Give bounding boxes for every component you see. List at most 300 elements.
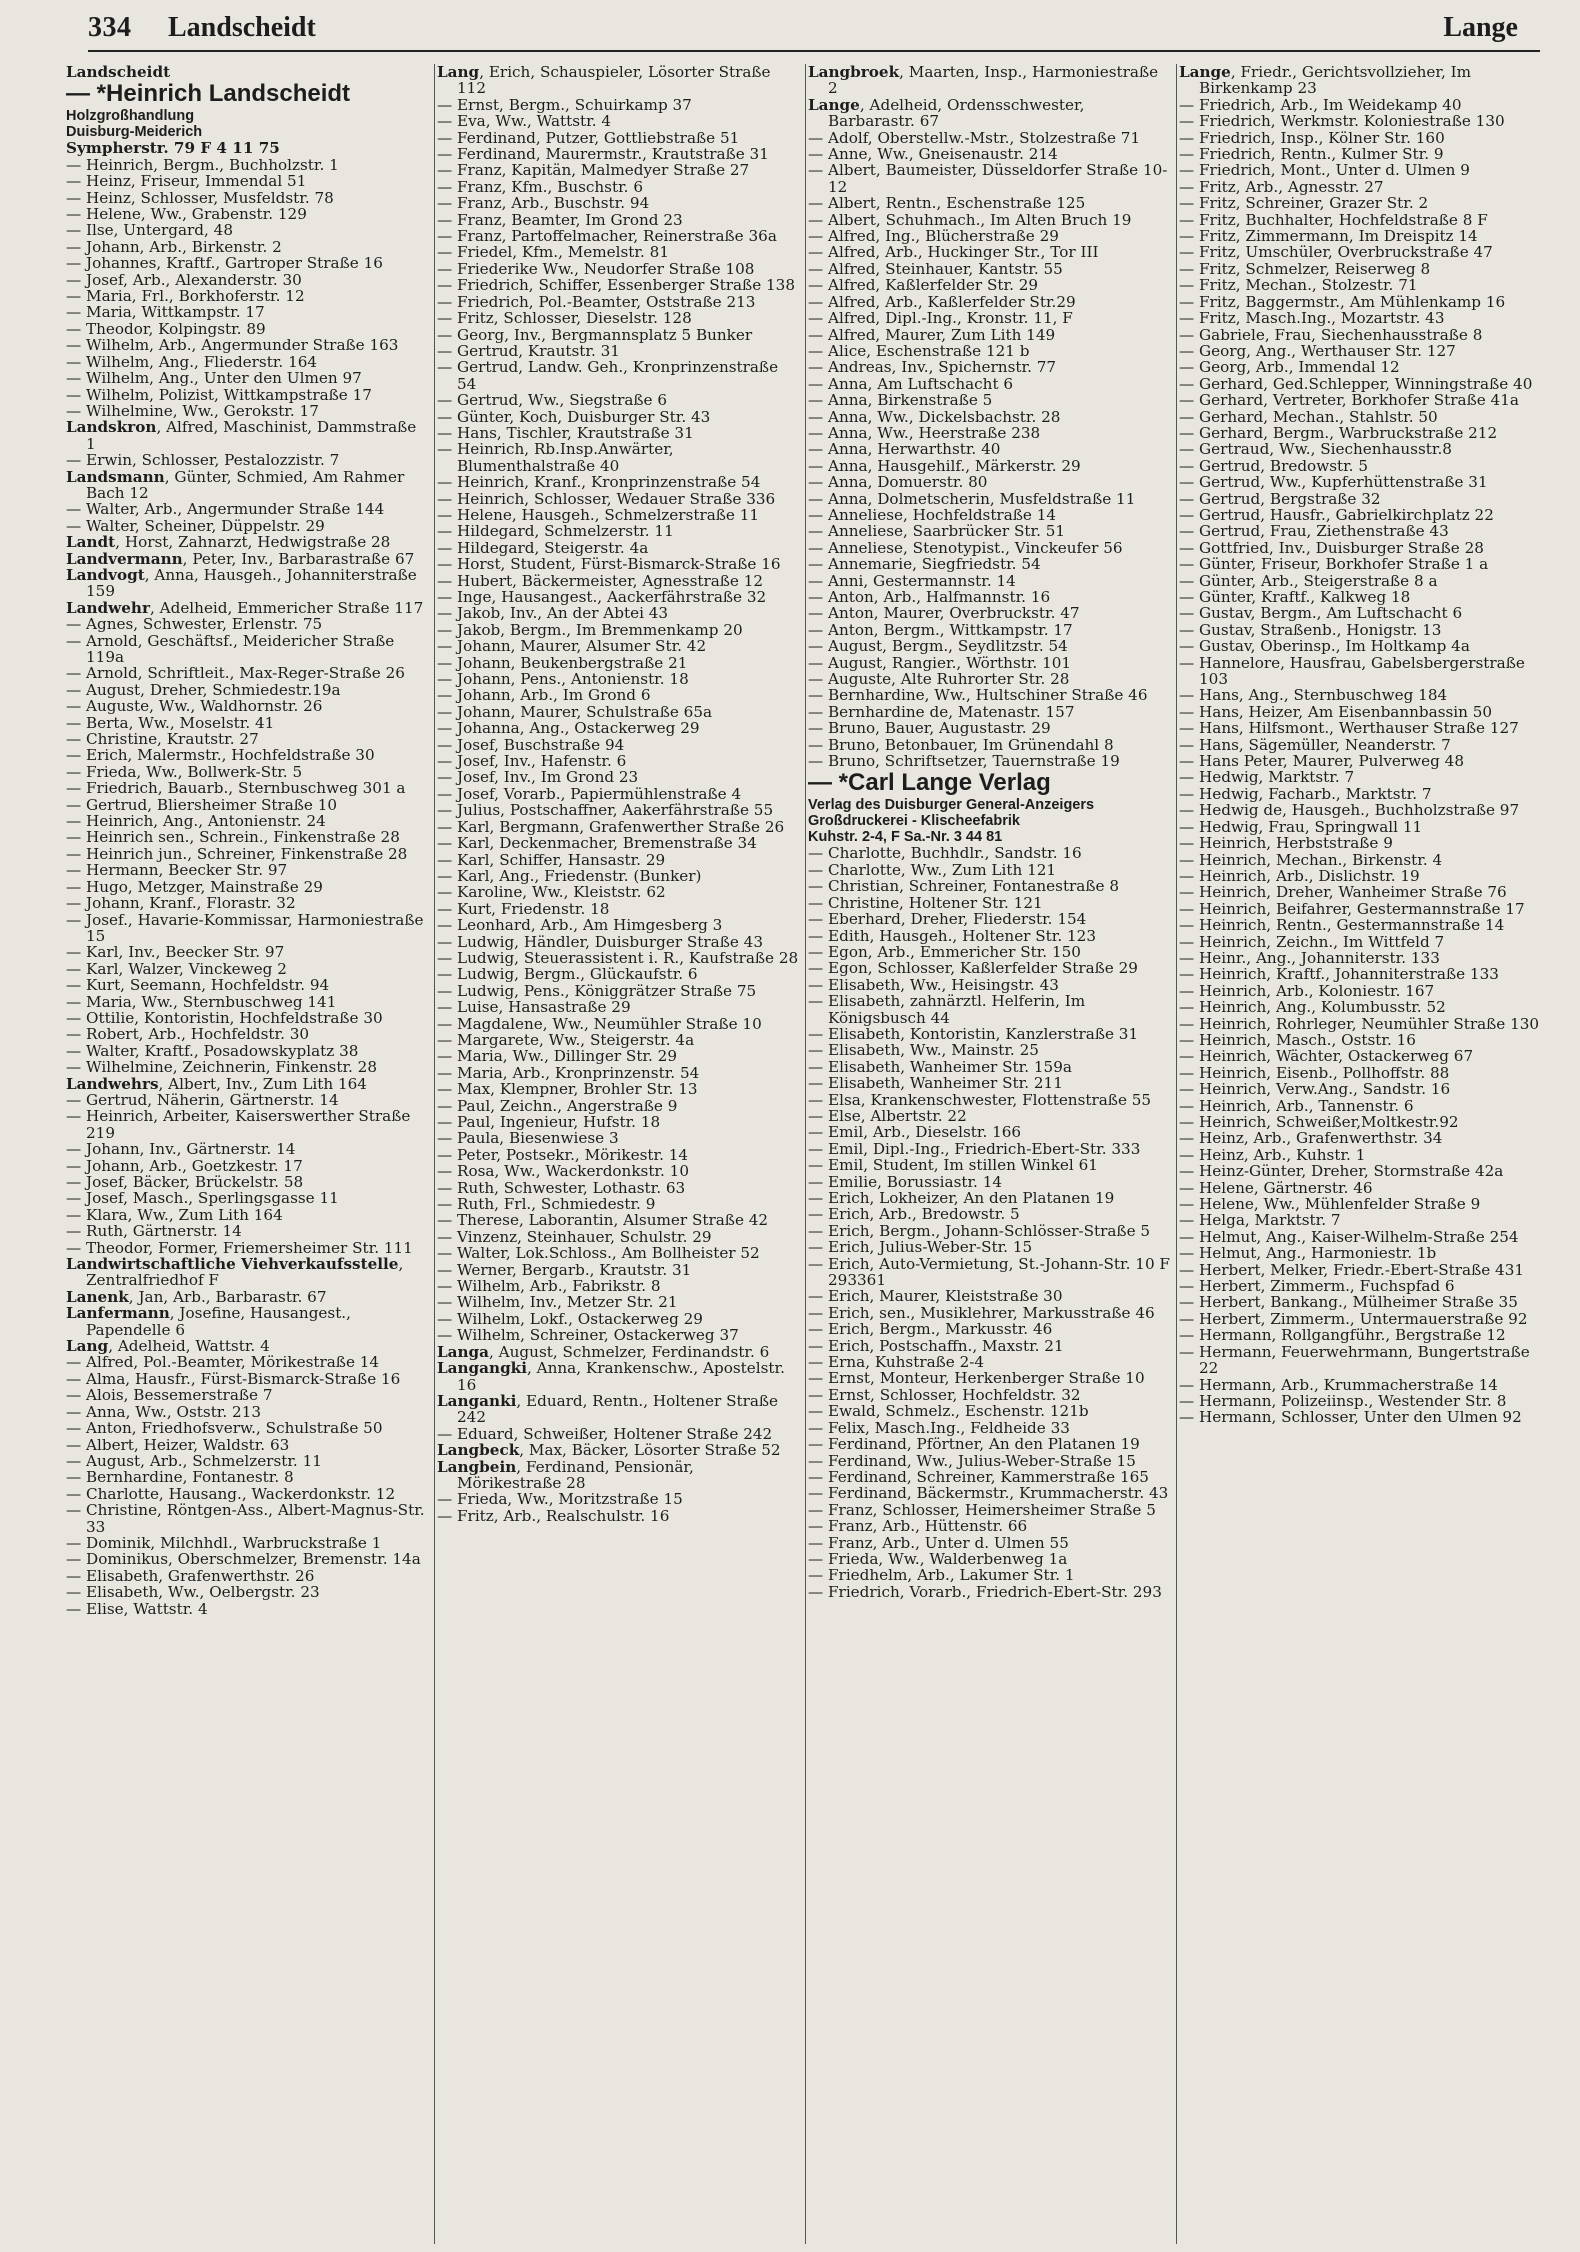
directory-entry: — Edith, Hausgeh., Holtener Str. 123 [808,927,1097,944]
directory-entry: — Julius, Postschaffner, Aakerfährstraße 55 [437,802,774,819]
directory-entry: — Gertraud, Ww., Siechenhausstr.8 [1179,441,1452,458]
directory-entry: — Ferdinand, Maurermstr., Krautstraße 31 [437,146,769,163]
directory-entry: — Bruno, Bauer, Augustastr. 29 [808,720,1051,737]
directory-entry: — Friedrich, Arb., Im Weidekamp 40 [1179,96,1462,114]
directory-entry: — Frieda, Ww., Moritzstraße 15 [437,1491,683,1508]
directory-entry: — Franz, Kfm., Buschstr. 6 [437,178,643,196]
directory-entry: — Hedwig, Frau, Springwall 11 [1179,818,1423,836]
directory-entry: — Anton, Maurer, Overbruckstr. 47 [808,605,1080,622]
directory-entry: — Alfred, Pol.-Beamter, Mörikestraße 14 [66,1354,380,1371]
directory-entry: — Heinz-Günter, Dreher, Stormstraße 42a [1179,1163,1504,1180]
directory-entry: — Heinrich, Rohrleger, Neumühler Straße 130 [1179,1015,1540,1032]
directory-entry: — Friedrich, Bauarb., Sternbuschweg 301 a [66,780,406,797]
directory-entry: — Josef, Masch., Sperlingsgasse 11 [66,1190,339,1207]
directory-entry: Landsmann, Günter, Schmied, Am Rahmer Bach 12 [66,468,405,502]
directory-entry: Lanfermann, Josefine, Hausangest., Papendelle 6 [66,1305,351,1339]
directory-entry: — Margarete, Ww., Steigerstr. 4a [437,1031,695,1049]
directory-entry: — *Heinrich Landscheidt [66,80,351,108]
directory-entry: — Fritz, Buchhalter, Hochfeldstraße 8 F [1179,211,1488,229]
directory-entry: — Elisabeth, Wanheimer Str. 211 [808,1075,1063,1092]
directory-entry: — Hermann, Feuerwehrmann, Bungertstraße 22 [1179,1343,1530,1377]
directory-entry: — Josef., Havarie-Kommissar, Harmoniestraße 15 [66,911,424,945]
directory-entry: — Franz, Schlosser, Heimersheimer Straße 5 [808,1501,1156,1519]
directory-entry: — Agnes, Schwester, Erlenstr. 75 [66,616,323,633]
directory-entry: — Helmut, Ang., Kaiser-Wilhelm-Straße 254 [1179,1228,1519,1246]
directory-entry: — Bernhardine, Ww., Hultschiner Straße 46 [808,687,1148,704]
directory-entry: Landt, Horst, Zahnarzt, Hedwigstraße 28 [66,534,391,551]
directory-entry: — Heinrich, Arb., Tannenstr. 6 [1179,1097,1414,1114]
directory-entry: — Friedhelm, Arb., Lakumer Str. 1 [808,1567,1075,1584]
directory-entry: — Ludwig, Pens., Königgrätzer Straße 75 [437,982,757,1000]
directory-entry: Kuhstr. 2-4, F Sa.-Nr. 3 44 81 [808,829,1003,846]
directory-entry: — Albert, Heizer, Waldstr. 63 [66,1436,290,1453]
directory-entry: — Herbert, Melker, Friedr.-Ebert-Straße 431 [1179,1261,1525,1279]
directory-entry: Langanki, Eduard, Rentn., Holtener Straße 242 [437,1392,779,1426]
directory-entry: — Ernst, Schlosser, Hochfeldstr. 32 [808,1386,1081,1404]
directory-entry: — Maria, Arb., Kronprinzenstr. 54 [437,1064,700,1082]
directory-entry: — Hermann, Arb., Krummacherstraße 14 [1179,1376,1498,1393]
directory-entry: — Fritz, Mechan., Stolzestr. 71 [1179,277,1418,294]
directory-entry: — Georg, Ang., Werthauser Str. 127 [1179,342,1456,360]
directory-entry: — Franz, Partoffelmacher, Reinerstraße 36a [437,228,777,245]
directory-entry: — Alfred, Arb., Kaßlerfelder Str.29 [808,293,1076,311]
running-head-left: Landscheidt [168,12,316,43]
directory-entry: — Franz, Kapitän, Malmedyer Straße 27 [437,162,750,179]
directory-entry: — Charlotte, Ww., Zum Lith 121 [808,861,1057,879]
directory-entry: — Heinrich, Kraftf., Johanniterstraße 133 [1179,966,1499,983]
directory-entry: — Peter, Postsekr., Mörikestr. 14 [437,1146,689,1164]
directory-entry: — Eduard, Schweißer, Holtener Straße 242 [437,1425,773,1443]
directory-entry: — Egon, Arb., Emmericher Str. 150 [808,943,1081,961]
directory-entry: — Karl, Schiffer, Hansastr. 29 [437,851,666,868]
directory-entry: — Eva, Ww., Wattstr. 4 [437,113,612,130]
directory-entry: — Karoline, Ww., Kleiststr. 62 [437,884,666,901]
directory-entry: — Charlotte, Buchhdlr., Sandstr. 16 [808,845,1082,862]
directory-entry: — Erich, Bergm., Markusstr. 46 [808,1321,1053,1338]
directory-entry: — Anneliese, Hochfeldstraße 14 [808,506,1057,524]
directory-entry: — Elisabeth, Ww., Oelbergstr. 23 [66,1584,320,1601]
directory-entry: — Heinrich, Arb., Dislichstr. 19 [1179,867,1420,885]
directory-entry: — Walter, Arb., Angermunder Straße 144 [66,501,385,518]
directory-entry: — Anna, Dolmetscherin, Musfeldstraße 11 [808,490,1136,507]
directory-entry: — Christine, Krautstr. 27 [66,731,259,748]
directory-entry: — Helga, Marktstr. 7 [1179,1212,1341,1229]
directory-entry: — Heinz, Arb., Grafenwerthstr. 34 [1179,1130,1443,1147]
directory-entry: — Alfred, Dipl.-Ing., Kronstr. 11, F [808,310,1073,327]
directory-entry: — Ludwig, Bergm., Glückaufstr. 6 [437,966,698,983]
directory-entry: — Hermann, Rollgangführ., Bergstraße 12 [1179,1327,1506,1344]
directory-entry: — Johann, Maurer, Schulstraße 65a [437,703,713,721]
directory-entry: — Johanna, Ang., Ostackerweg 29 [437,720,700,737]
directory-entry: — Maria, Ww., Dillinger Str. 29 [437,1048,678,1065]
directory-entry: — Gerhard, Vertreter, Borkhofer Straße 41a [1179,392,1519,409]
directory-entry: — Theodor, Former, Friemersheimer Str. 111 [66,1239,413,1257]
directory-entry: — Anna, Ww., Heerstraße 238 [808,424,1041,442]
directory-entry: Langbroek, Maarten, Insp., Harmoniestraße 2 [808,64,1159,97]
directory-entry: Langbeck, Max, Bäcker, Lösorter Straße 52 [437,1442,781,1459]
directory-entry: — Josef, Buschstraße 94 [437,736,625,754]
directory-entry: — Heinrich, Mechan., Birkenstr. 4 [1179,851,1443,868]
directory-entry: — Friederike Ww., Neudorfer Straße 108 [437,260,755,278]
directory-entry: — Wilhelm, Schreiner, Ostackerweg 37 [437,1327,739,1344]
directory-entry: — Franz, Arb., Unter d. Ulmen 55 [808,1534,1069,1551]
directory-entry: — Friedrich, Werkmstr. Koloniestraße 130 [1179,113,1505,130]
directory-entry: — Josef, Inv., Hafenstr. 6 [437,753,627,770]
directory-entry: — Maria, Ww., Sternbuschweg 141 [66,993,337,1010]
directory-entry: — Emil, Arb., Dieselstr. 166 [808,1124,1022,1141]
directory-entry: — Paul, Ingenieur, Hufstr. 18 [437,1114,661,1131]
directory-entry: — Heinrich, Wächter, Ostackerweg 67 [1179,1048,1474,1065]
directory-entry: — Anneliese, Stenotypist., Vinckeufer 56 [808,539,1123,557]
directory-entry: — Heinz, Friseur, Immendal 51 [66,173,307,190]
directory-entry: — Ludwig, Händler, Duisburger Straße 43 [437,933,764,950]
directory-entry: — Ludwig, Steuerassistent i. R., Kaufstraße 28 [437,949,799,967]
directory-entry: — Erich, Julius-Weber-Str. 15 [808,1239,1033,1256]
page-header [88,10,1540,52]
columns [64,64,1548,2244]
directory-entry: — Elise, Wattstr. 4 [66,1600,208,1617]
directory-entry: — Christine, Holtener Str. 121 [808,894,1043,912]
directory-entry: — Walter, Scheiner, Düppelstr. 29 [66,517,325,535]
directory-entry: — Heinrich, Ang., Antonienstr. 24 [66,813,326,830]
directory-entry: — Gertrud, Krautstr. 31 [437,342,620,360]
directory-entry: — Elisabeth, Kontoristin, Kanzlerstraße 31 [808,1025,1139,1043]
directory-entry: — Christian, Schreiner, Fontanestraße 8 [808,878,1119,895]
directory-entry: — August, Arb., Schmelzerstr. 11 [66,1452,322,1470]
directory-entry: — Hermann, Polizeiinsp., Westender Str. 8 [1179,1392,1507,1410]
directory-entry: — Albert, Schuhmach., Im Alten Bruch 19 [808,211,1132,229]
directory-entry: Lang, Adelheid, Wattstr. 4 [66,1338,270,1355]
directory-entry: — Gustav, Straßenb., Honigstr. 13 [1179,621,1442,639]
directory-entry: Lanenk, Jan, Arb., Barbarastr. 67 [66,1288,327,1306]
directory-entry: — Gerhard, Ged.Schlepper, Winningstraße 40 [1179,375,1533,393]
directory-entry: — Bernhardine, Fontanestr. 8 [66,1469,294,1486]
directory-entry: — Ferdinand, Pförtner, An den Platanen 19 [808,1436,1140,1453]
directory-entry: — Elsa, Krankenschwester, Flottenstraße 55 [808,1091,1152,1108]
directory-entry: — Josef, Inv., Im Grond 23 [437,769,639,786]
directory-entry: — Elisabeth, Grafenwerthstr. 26 [66,1567,315,1585]
directory-entry: — Paul, Zeichn., Angerstraße 9 [437,1097,678,1114]
directory-entry: — Hermann, Schlosser, Unter den Ulmen 92 [1179,1409,1522,1426]
directory-entry: — Heinrich, Bergm., Buchholzstr. 1 [66,156,339,174]
directory-entry: — Georg, Inv., Bergmannsplatz 5 Bunker [437,326,753,343]
directory-entry: — Heinrich, Rentn., Gestermannstraße 14 [1179,917,1505,934]
directory-entry: — Albert, Baumeister, Düsseldorfer Straße 10-12 [808,162,1168,196]
directory-entry: — Ferdinand, Schreiner, Kammerstraße 165 [808,1468,1149,1486]
directory-entry: — Rosa, Ww., Wackerdonkstr. 10 [437,1163,690,1180]
directory-entry: — Heinrich, Verw.Ang., Sandstr. 16 [1179,1081,1451,1098]
directory-entry: — Maria, Wittkampstr. 17 [66,304,265,321]
directory-entry: — Anna, Ww., Dickelsbachstr. 28 [808,408,1061,425]
directory-entry: — Gertrud, Näherin, Gärtnerstr. 14 [66,1091,339,1109]
directory-entry: — Robert, Arb., Hochfeldstr. 30 [66,1026,310,1043]
directory-entry: — Heinrich, Herbststraße 9 [1179,835,1393,852]
directory-entry: — Erich, Malermstr., Hochfeldstraße 30 [66,747,375,764]
directory-entry: — Friedrich, Schiffer, Essenberger Straße 138 [437,277,795,294]
directory-entry: — Hedwig, Facharb., Marktstr. 7 [1179,785,1432,803]
directory-entry: — Hans, Hilfsmont., Werthauser Straße 127 [1179,720,1519,737]
directory-entry: — Johann, Beukenbergstraße 21 [437,654,688,672]
directory-entry: — Hermann, Beecker Str. 97 [66,862,288,879]
directory-entry: — Bernhardine de, Matenastr. 157 [808,703,1075,721]
directory-entry: — Ruth, Schwester, Lothastr. 63 [437,1179,686,1197]
directory-entry: — Wilhelm, Lokf., Ostackerweg 29 [437,1310,703,1328]
directory-entry: — Heinrich sen., Schrein., Finkenstraße 28 [66,829,400,846]
directory-entry: — Heinrich, Schweißer,Moltkestr.92 [1179,1114,1459,1131]
directory-entry: — Dominikus, Oberschmelzer, Bremenstr. 14a [66,1551,421,1568]
directory-entry: — Helene, Hausgeh., Schmelzerstraße 11 [437,506,760,524]
directory-entry: Sympherstr. 79 F 4 11 75 [66,140,280,157]
directory-entry: — Gabriele, Frau, Siechenhausstraße 8 [1179,326,1483,343]
directory-entry: — Heinrich, Ang., Kolumbusstr. 52 [1179,999,1446,1016]
directory-entry: — Erich, Maurer, Kleiststraße 30 [808,1288,1063,1305]
directory-entry: — Klara, Ww., Zum Lith 164 [66,1206,283,1224]
directory-entry: Großdruckerei - Klischeefabrik [808,813,1020,830]
directory-entry: — Bruno, Betonbauer, Im Grünendahl 8 [808,736,1114,754]
directory-entry: — Josef, Arb., Alexanderstr. 30 [66,271,302,289]
directory-entry: — Fritz, Schmelzer, Reiserweg 8 [1179,260,1431,278]
directory-entry: — Hans, Tischler, Krautstraße 31 [437,424,694,442]
directory-entry: — Alfred, Arb., Huckinger Str., Tor III [808,244,1099,261]
directory-entry: — Günter, Kraftf., Kalkweg 18 [1179,589,1411,606]
directory-entry: — Gerhard, Bergm., Warbruckstraße 212 [1179,424,1498,442]
directory-entry: — Hedwig de, Hausgeh., Buchholzstraße 97 [1179,802,1520,819]
directory-entry: — Bruno, Schriftsetzer, Tauernstraße 19 [808,753,1120,770]
directory-entry: — Adolf, Oberstellw.-Mstr., Stolzestraße 71 [808,129,1141,147]
directory-entry: — Frieda, Ww., Walderbenweg 1a [808,1550,1068,1568]
directory-entry: — Herbert, Zimmerm., Untermauerstraße 92 [1179,1310,1528,1328]
directory-entry: — Emil, Student, Im stillen Winkel 61 [808,1157,1098,1174]
directory-entry: — Helene, Gärtnerstr. 46 [1179,1179,1373,1197]
directory-entry: — Erich, Arb., Bredowstr. 5 [808,1206,1020,1223]
directory-entry: — Hans, Sägemüller, Neanderstr. 7 [1179,736,1451,754]
directory-entry: — Erich, Auto-Vermietung, St.-Johann-Str. 10 F 293361 [808,1255,1170,1289]
directory-entry: — Alfred, Kaßlerfelder Str. 29 [808,277,1039,294]
directory-entry: — Franz, Arb., Hüttenstr. 66 [808,1518,1028,1535]
directory-entry: — Gertrud, Landw. Geh., Kronprinzenstraße 54 [437,359,779,393]
directory-entry: — *Carl Lange Verlag [808,769,1051,797]
directory-entry: — Gertrud, Ww., Kupferhüttenstraße 31 [1179,474,1488,491]
directory-entry: — Ferdinand, Bäckermstr., Krummacherstr. 43 [808,1485,1169,1502]
directory-entry: — Egon, Schlosser, Kaßlerfelder Straße 29 [808,960,1138,977]
directory-entry: Verlag des Duisburger General-Anzeigers [808,797,1095,814]
directory-entry: — Friedrich, Rentn., Kulmer Str. 9 [1179,146,1444,163]
directory-entry: — Elisabeth, Ww., Heisingstr. 43 [808,976,1059,994]
directory-entry: — Christine, Röntgen-Ass., Albert-Magnus-Str. 33 [66,1502,425,1535]
directory-entry: — Kurt, Seemann, Hochfeldstr. 94 [66,977,330,994]
directory-entry: — Anton, Bergm., Wittkampstr. 17 [808,621,1073,639]
directory-entry: — Fritz, Zimmermann, Im Dreispitz 14 [1179,228,1478,245]
directory-entry: — Fritz, Umschüler, Overbruckstraße 47 [1179,244,1493,261]
directory-entry: — August, Bergm., Seydlitzstr. 54 [808,638,1068,655]
directory-entry: — Paula, Biesenwiese 3 [437,1130,619,1147]
directory-entry: — Ernst, Bergm., Schuirkamp 37 [437,96,692,114]
directory-entry: — Jakob, Inv., An der Abtei 43 [437,605,669,622]
directory-entry: — Eberhard, Dreher, Fliederstr. 154 [808,911,1087,928]
directory-entry: — Georg, Arb., Immendal 12 [1179,359,1400,376]
directory-entry: — Johann, Arb., Birkenstr. 2 [66,238,282,256]
directory-entry: Langa, August, Schmelzer, Ferdinandstr. 6 [437,1343,770,1361]
directory-entry: Duisburg-Meiderich [66,124,203,141]
directory-entry: Landvogt, Anna, Hausgeh., Johanniterstraße 159 [66,566,417,600]
directory-entry: — Heinrich, Beifahrer, Gestermannstraße 17 [1179,900,1525,918]
directory-entry: — Hubert, Bäckermeister, Agnesstraße 12 [437,572,764,589]
directory-entry: — Johann, Arb., Im Grond 6 [437,687,651,704]
directory-entry: — Frieda, Ww., Bollwerk-Str. 5 [66,763,303,781]
directory-entry: — Horst, Student, Fürst-Bismarck-Straße 16 [437,556,781,573]
directory-entry: — Berta, Ww., Moselstr. 41 [66,714,275,732]
directory-entry: — Alfred, Steinhauer, Kantstr. 55 [808,260,1063,278]
directory-entry: — Hildegard, Steigerstr. 4a [437,539,649,557]
directory-entry: — Fritz, Arb., Agnesstr. 27 [1179,178,1384,196]
directory-entry: — Gerhard, Mechan., Stahlstr. 50 [1179,408,1438,425]
directory-entry: — Anneliese, Saarbrücker Str. 51 [808,523,1066,540]
directory-entry: — Ruth, Gärtnerstr. 14 [66,1223,242,1240]
directory-entry: — Wilhelmine, Ww., Gerokstr. 17 [66,402,319,420]
directory-entry: — Fritz, Baggermstr., Am Mühlenkamp 16 [1179,293,1506,311]
directory-entry: — Heinrich, Schlosser, Wedauer Straße 336 [437,490,776,507]
directory-entry: — Felix, Masch.Ing., Feldheide 33 [808,1419,1070,1437]
directory-entry: — Anna, Hausgehilf., Märkerstr. 29 [808,457,1081,475]
directory-entry: — Heinrich, Rb.Insp.Anwärter, Blumenthalstraße 40 [437,441,674,475]
directory-entry: — Max, Klempner, Brohler Str. 13 [437,1081,698,1098]
column-1 [64,64,435,2244]
directory-entry: — Anni, Gestermannstr. 14 [808,572,1016,589]
directory-entry: — Heinrich, Eisenb., Pollhoffstr. 88 [1179,1064,1450,1082]
directory-entry: — Josef, Bäcker, Brückelstr. 58 [66,1174,304,1191]
directory-entry: — Emilie, Borussiastr. 14 [808,1173,1003,1190]
directory-entry: Landwehr, Adelheid, Emmericher Straße 117 [66,599,424,617]
directory-entry: — Anton, Friedhofsverw., Schulstraße 50 [66,1420,383,1437]
directory-entry: Landskron, Alfred, Maschinist, Dammstraße 1 [66,419,417,453]
directory-entry: — Wilhelm, Arb., Angermunder Straße 163 [66,337,399,354]
column-2 [435,64,806,2244]
directory-entry: — Hans, Ang., Sternbuschweg 184 [1179,687,1448,704]
directory-entry: Lang, Erich, Schauspieler, Lösorter Straße 112 [437,64,771,97]
directory-entry: — Günter, Friseur, Borkhofer Straße 1 a [1179,556,1489,573]
directory-entry: — Friedel, Kfm., Memelstr. 81 [437,244,669,261]
directory-entry: — Johann, Inv., Gärtnerstr. 14 [66,1141,296,1158]
directory-entry: — Friedrich, Mont., Unter d. Ulmen 9 [1179,162,1470,179]
directory-entry: — Franz, Arb., Buschstr. 94 [437,195,650,212]
directory-entry: — Werner, Bergarb., Krautstr. 31 [437,1261,692,1279]
directory-entry: — Fritz, Arb., Realschulstr. 16 [437,1507,670,1525]
directory-entry: — Ruth, Frl., Schmiedestr. 9 [437,1196,656,1213]
directory-entry: Lange, Adelheid, Ordensschwester, Barbarastr. 67 [808,96,1085,130]
directory-entry: — Albert, Rentn., Eschenstraße 125 [808,195,1086,212]
directory-entry: — Heinrich, Kranf., Kronprinzenstraße 54 [437,474,761,491]
directory-entry: — Gustav, Bergm., Am Luftschacht 6 [1179,605,1463,622]
directory-entry: — Heinz, Arb., Kuhstr. 1 [1179,1146,1366,1164]
directory-entry: — Erich, Bergm., Johann-Schlösser-Straße 5 [808,1222,1151,1240]
directory-entry: — Hans, Heizer, Am Eisenbannbassin 50 [1179,703,1493,721]
directory-entry: — Gertrud, Ww., Siegstraße 6 [437,392,668,409]
directory-entry: — Heinrich jun., Schreiner, Finkenstraße 28 [66,845,408,863]
directory-entry: — Magdalene, Ww., Neumühler Straße 10 [437,1015,762,1032]
directory-entry: — Helene, Ww., Mühlenfelder Straße 9 [1179,1196,1481,1213]
directory-entry: — Josef, Vorarb., Papiermühlenstraße 4 [437,785,742,803]
directory-entry: — Wilhelm, Polizist, Wittkampstraße 17 [66,386,372,403]
directory-entry: — Günter, Koch, Duisburger Str. 43 [437,408,711,425]
directory-entry: — August, Dreher, Schmiedestr.19a [66,681,341,699]
directory-entry: — Gertrud, Bliersheimer Straße 10 [66,796,338,814]
directory-entry: — Wilhelm, Ang., Unter den Ulmen 97 [66,370,362,387]
column-4 [1177,64,1548,2244]
directory-entry: Landwirtschaftliche Viehverkaufsstelle, Zentralfriedhof F [66,1256,404,1289]
directory-entry: — Arnold, Schriftleit., Max-Reger-Straße 26 [66,665,405,682]
directory-entry: — Wilhelm, Inv., Metzer Str. 21 [437,1294,678,1311]
directory-entry: — Hugo, Metzger, Mainstraße 29 [66,878,323,896]
directory-entry: — Vinzenz, Steinhauer, Schulstr. 29 [437,1228,712,1246]
directory-entry: — Elisabeth, Wanheimer Str. 159a [808,1058,1072,1076]
directory-entry: — Anna, Am Luftschacht 6 [808,375,1014,393]
directory-entry: — Fritz, Masch.Ing., Mozartstr. 43 [1179,310,1445,327]
directory-entry: — Elisabeth, zahnärztl. Helferin, Im Königsbusch 44 [808,993,1086,1026]
directory-entry: — Heinrich, Zeichn., Im Wittfeld 7 [1179,933,1445,950]
directory-entry: — Herbert, Zimmerm., Fuchspfad 6 [1179,1278,1455,1295]
directory-entry: — Erich, Postschaffn., Maxstr. 21 [808,1337,1064,1355]
directory-entry: — Anna, Herwarthstr. 40 [808,441,1001,458]
directory-entry: — Heinrich, Arbeiter, Kaiserswerther Straße 219 [66,1108,411,1142]
directory-entry: — Auguste, Ww., Waldhornstr. 26 [66,698,323,715]
directory-entry: Lange, Friedr., Gerichtsvollzieher, Im Birkenkamp 23 [1179,64,1472,97]
directory-entry: — Karl, Deckenmacher, Bremenstraße 34 [437,835,757,852]
directory-entry: — Gottfried, Inv., Duisburger Straße 28 [1179,539,1484,557]
directory-entry: — Karl, Walzer, Vinckeweg 2 [66,960,287,978]
directory-entry: — Johann, Kranf., Florastr. 32 [66,895,296,912]
directory-entry: — Therese, Laborantin, Alsumer Straße 42 [437,1212,769,1229]
directory-entry: — Hans Peter, Maurer, Pulverweg 48 [1179,753,1465,770]
directory-entry: — Anton, Arb., Halfmannstr. 16 [808,589,1051,606]
directory-entry: — Ilse, Untergard, 48 [66,222,233,239]
directory-entry: — Friedrich, Insp., Kölner Str. 160 [1179,129,1445,147]
directory-entry: — August, Rangier., Wörthstr. 101 [808,654,1072,672]
directory-entry: — Erna, Kuhstraße 2-4 [808,1354,985,1371]
directory-entry: — Wilhelm, Arb., Fabrikstr. 8 [437,1278,661,1295]
directory-entry: — Heinrich, Arb., Koloniestr. 167 [1179,982,1435,1000]
directory-entry: — Leonhard, Arb., Am Himgesberg 3 [437,917,723,934]
directory-entry: — Ernst, Monteur, Herkenberger Straße 10 [808,1370,1145,1387]
directory-entry: — Jakob, Bergm., Im Bremmenkamp 20 [437,621,743,639]
directory-entry: — Helene, Ww., Grabenstr. 129 [66,206,307,223]
directory-entry: — Arnold, Geschäftsf., Meidericher Straße 119a [66,632,395,666]
directory-entry: — Alois, Bessemerstraße 7 [66,1387,273,1404]
directory-entry: — Hannelore, Hausfrau, Gabelsbergerstraße 103 [1179,654,1525,688]
directory-entry: — Dominik, Milchhdl., Warbruckstraße 1 [66,1534,382,1552]
directory-entry: — Fritz, Schlosser, Dieselstr. 128 [437,310,692,327]
directory-entry: — Gertrud, Bredowstr. 5 [1179,457,1368,475]
directory-entry: — Hedwig, Marktstr. 7 [1179,769,1355,786]
directory-entry: — Elisabeth, Ww., Mainstr. 25 [808,1042,1039,1059]
directory-entry: — Gertrud, Bergstraße 32 [1179,490,1381,507]
directory-entry: — Karl, Bergmann, Grafenwerther Straße 26 [437,818,785,836]
directory-entry: — Walter, Kraftf., Posadowskyplatz 38 [66,1042,359,1060]
directory-entry: Landvermann, Peter, Inv., Barbarastraße 67 [66,550,415,567]
directory-entry: — Johann, Maurer, Alsumer Str. 42 [437,638,707,655]
directory-entry: Landscheidt [66,64,171,81]
directory-entry: — Erich, Lokheizer, An den Platanen 19 [808,1190,1115,1207]
directory-entry: — Kurt, Friedenstr. 18 [437,900,610,918]
directory-entry: — Heinz, Schlosser, Musfeldstr. 78 [66,189,334,207]
directory-entry: — Andreas, Inv., Spichernstr. 77 [808,359,1057,376]
directory-entry: — Alma, Hausfr., Fürst-Bismarck-Straße 16 [66,1370,401,1388]
directory-entry: — Wilhelmine, Zeichnerin, Finkenstr. 28 [66,1059,378,1076]
directory-entry: — Alfred, Maurer, Zum Lith 149 [808,326,1056,343]
directory-entry: — Erwin, Schlosser, Pestalozzistr. 7 [66,452,340,469]
directory-entry: — Auguste, Alte Ruhrorter Str. 28 [808,671,1070,688]
directory-entry: — Charlotte, Hausang., Wackerdonkstr. 12 [66,1485,396,1503]
directory-entry: — Johann, Arb., Goetzkestr. 17 [66,1157,303,1174]
